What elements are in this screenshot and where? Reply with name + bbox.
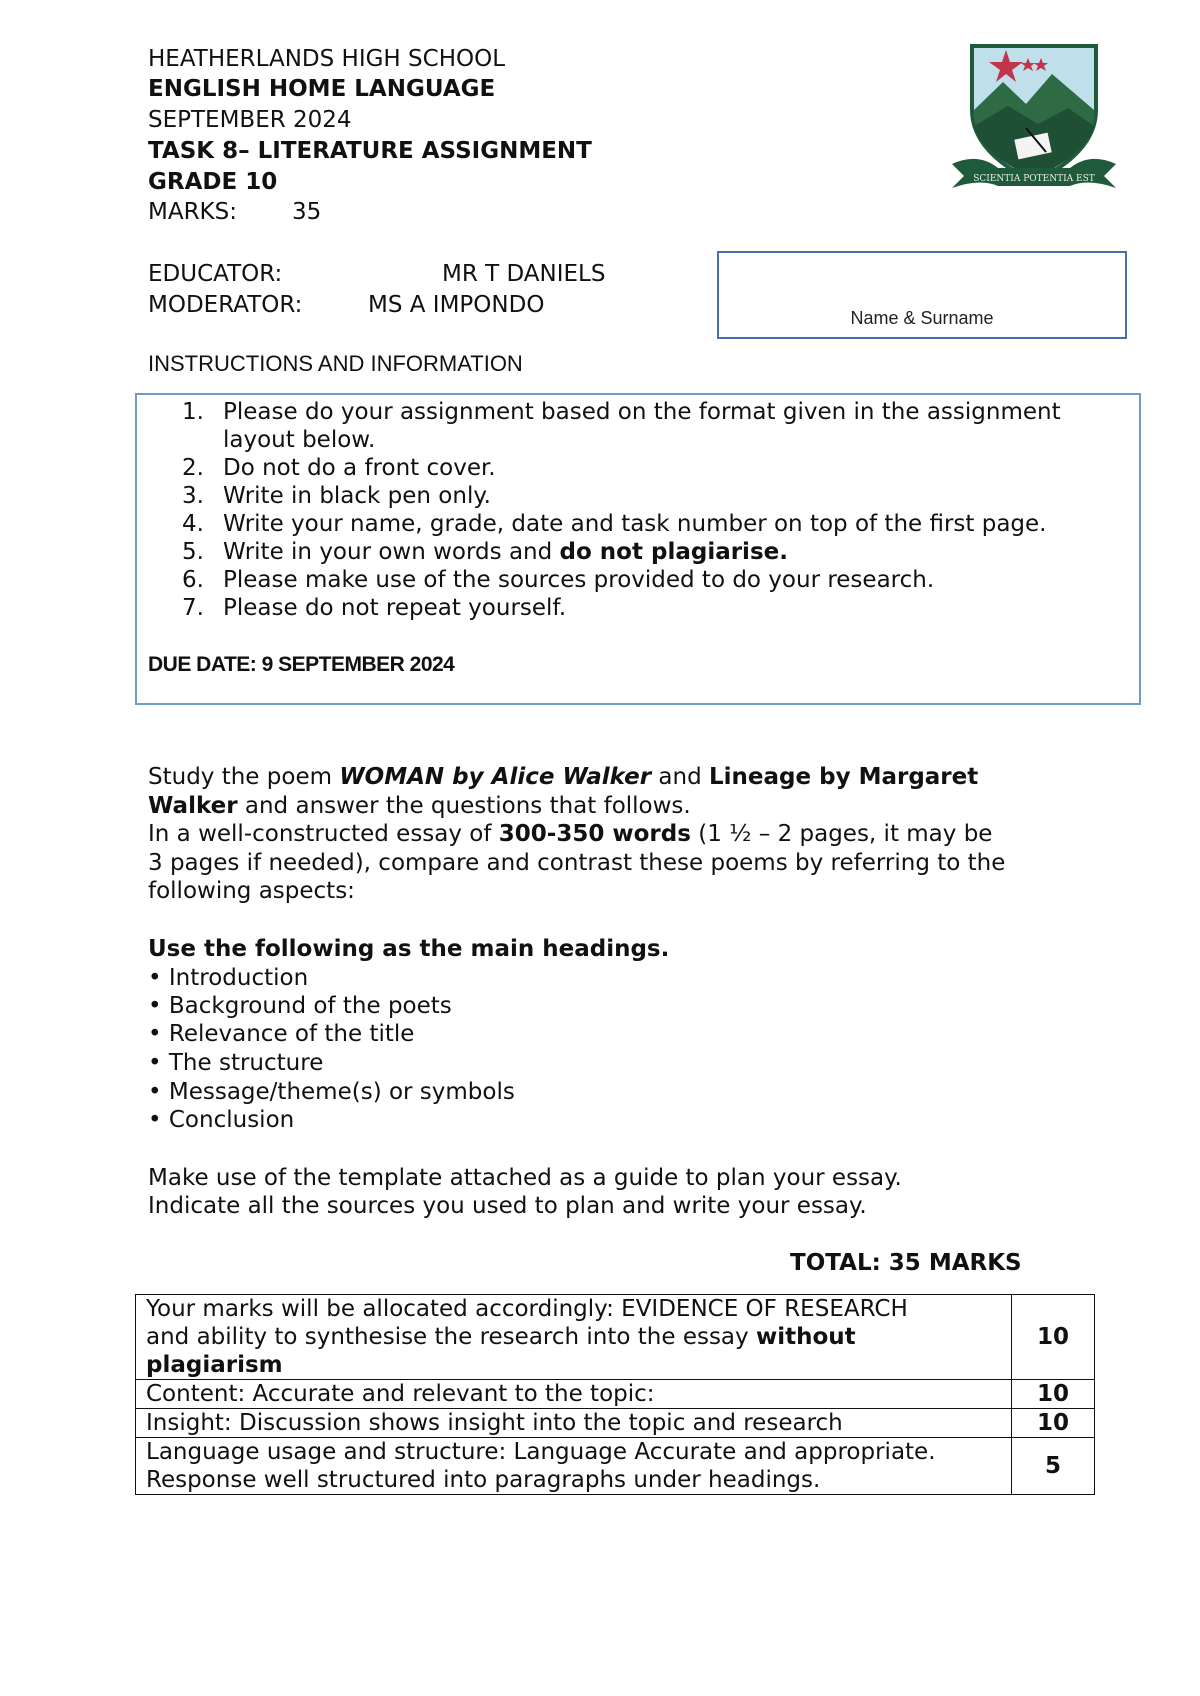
list-item: • Relevance of the title (148, 1021, 415, 1047)
list-number: 3. (182, 483, 204, 509)
essay-line-2: 3 pages if needed), compare and contrast these poems by referring to the (148, 850, 1006, 876)
text-run: and (651, 764, 709, 790)
cell-line (146, 1323, 1001, 1351)
list-number: 1. (182, 399, 204, 425)
study-line-2 (148, 791, 691, 821)
moderator-line (148, 290, 545, 320)
name-surname-box[interactable] (717, 251, 1127, 339)
list-text (223, 539, 788, 565)
marks-line (148, 197, 322, 227)
marks-value: 35 (292, 199, 322, 225)
table-row (136, 1295, 1095, 1380)
table-cell: Content: Accurate and relevant to the topic: (136, 1380, 1012, 1409)
moderator-value: MS A IMPONDO (368, 292, 545, 318)
cell-line: Your marks will be allocated accordingly: EVIDENCE OF RESEARCH (146, 1296, 908, 1322)
marks-label: MARKS: (148, 199, 237, 225)
study-line-1 (148, 762, 978, 792)
list-text: Write your name, grade, date and task number on top of the first page. (223, 511, 1047, 537)
list-item: • Background of the poets (148, 993, 452, 1019)
mark-cell: 5 (1012, 1438, 1095, 1495)
text-run: and ability to synthesise the research into the essay (146, 1324, 756, 1350)
instructions-box (135, 393, 1141, 705)
task-title: TASK 8– LITERATURE ASSIGNMENT (148, 138, 592, 164)
sources-note: Indicate all the sources you used to plan and write your essay. (148, 1193, 867, 1219)
text-run: Study the poem (148, 764, 340, 790)
instructions-heading: INSTRUCTIONS AND INFORMATION (148, 351, 523, 376)
list-number: 4. (182, 511, 204, 537)
list-text-plain: Write in your own words and (223, 539, 560, 565)
list-item: • Introduction (148, 965, 309, 991)
list-text-continued: layout below. (223, 427, 376, 453)
list-text: Please do not repeat yourself. (223, 595, 567, 621)
cell-line: Language usage and structure: Language Accurate and appropriate. (146, 1439, 936, 1465)
table-row (136, 1409, 1095, 1438)
table-cell: Insight: Discussion shows insight into the topic and research (136, 1409, 1012, 1438)
moderator-label: MODERATOR: (148, 292, 303, 318)
list-text: Do not do a front cover. (223, 455, 496, 481)
table-cell (136, 1438, 1012, 1495)
text-run: In a well-constructed essay of (148, 821, 499, 847)
name-surname-label: Name & Surname (850, 308, 994, 328)
due-date: DUE DATE: 9 SEPTEMBER 2024 (148, 653, 455, 676)
marks-allocation-table (135, 1294, 1095, 1495)
list-item: • The structure (148, 1050, 324, 1076)
cell-line: plagiarism (146, 1352, 283, 1378)
cell-line: Response well structured into paragraphs under headings. (146, 1467, 821, 1493)
text-run: and answer the questions that follows. (237, 793, 691, 819)
text-run-bold: without (755, 1324, 856, 1350)
school-crest-icon (948, 40, 1120, 198)
list-text: Please do your assignment based on the format given in the assignment (223, 399, 1061, 425)
list-text: Write in black pen only. (223, 483, 491, 509)
crest-motto: SCIENTIA POTENTIA EST (973, 174, 1095, 184)
educator-line (148, 259, 606, 289)
mark-cell: 10 (1012, 1380, 1095, 1409)
table-cell (136, 1295, 1012, 1380)
mark-cell: 10 (1012, 1295, 1095, 1380)
school-name: HEATHERLANDS HIGH SCHOOL (148, 46, 506, 72)
list-text-bold: do not plagiarise. (559, 539, 788, 565)
list-number: 5. (182, 539, 204, 565)
educator-value: MR T DANIELS (442, 261, 606, 287)
headings-title: Use the following as the main headings. (148, 936, 670, 962)
word-count: 300-350 words (498, 821, 691, 847)
text-run: (1 ½ – 2 pages, it may be (690, 821, 993, 847)
essay-line-1 (148, 819, 992, 849)
list-item: • Conclusion (148, 1107, 295, 1133)
total-marks: TOTAL: 35 MARKS (790, 1250, 1022, 1276)
grade-title: GRADE 10 (148, 169, 278, 195)
poet-name: Walker (148, 793, 238, 819)
list-number: 6. (182, 567, 204, 593)
mark-cell: 10 (1012, 1409, 1095, 1438)
exam-date: SEPTEMBER 2024 (148, 107, 352, 133)
list-item: • Message/theme(s) or symbols (148, 1079, 515, 1105)
template-note: Make use of the template attached as a guide to plan your essay. (148, 1165, 902, 1191)
poem-title-lineage: Lineage by Margaret (709, 764, 979, 790)
educator-label: EDUCATOR: (148, 261, 283, 287)
list-text: Please make use of the sources provided to do your research. (223, 567, 935, 593)
poem-title-woman: WOMAN by Alice Walker (339, 764, 652, 790)
list-number: 7. (182, 595, 204, 621)
table-row (136, 1438, 1095, 1495)
table-row (136, 1380, 1095, 1409)
essay-line-3: following aspects: (148, 878, 355, 904)
subject-title: ENGLISH HOME LANGUAGE (148, 76, 496, 102)
list-number: 2. (182, 455, 204, 481)
